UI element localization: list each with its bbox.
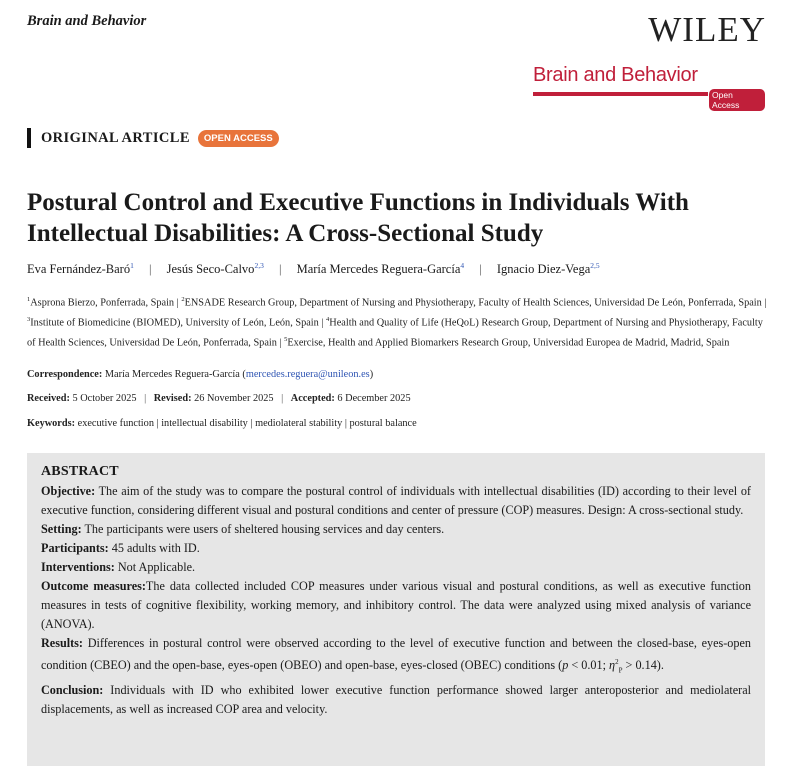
affiliations: $^1$Asprona Bierzo, Ponferrada, Spain | $^2$ENSADE Research Group, Department of Nursing and Physiotherapy, Faculty of Health Sciences, Universidad De León, Ponferrada, Spain | $^3$Institute of Biomedicine (BIOMED), University of León, León, Spain | $^4$Health and Quality of Life (HeQoL) Research Group, Department of Nursing and Physiotherapy, Faculty of Health Sciences, Universidad De León, Ponferrada, Spain | $^5$Exercise, Health and Applied Biomarkers Research Group, Universidad Europea de Madrid, Madrid, Spain (27, 296, 767, 349)
article-type (27, 128, 279, 148)
abstract-conclusion (41, 681, 751, 719)
article-type-label: ORIGINAL ARTICLE (41, 129, 190, 146)
setting-label: Setting: (41, 522, 82, 536)
open-access-badge: OPEN ACCESS (198, 130, 279, 147)
accepted-date: 6 December 2025 (337, 393, 411, 404)
journal-logo[interactable] (533, 64, 765, 110)
affiliation-text: Institute of Biomedicine (BIOMED), University of León, León, Spain (30, 317, 319, 329)
author-list (27, 261, 600, 277)
results-eta-subscript: P (618, 666, 623, 675)
results-eta-value: > 0.14). (622, 658, 664, 673)
revised-label: Revised: (153, 393, 192, 404)
revised-date: 26 November 2025 (194, 393, 274, 404)
keyword[interactable]: mediolateral stability (255, 418, 343, 429)
abstract-results (41, 634, 751, 681)
author-affiliation-ref[interactable]: 2,3 (254, 261, 264, 270)
results-eta-symbol: η (609, 658, 616, 673)
affiliation-number: 2 (181, 296, 185, 303)
abstract-setting (41, 520, 751, 539)
conclusion-label: Conclusion: (41, 682, 104, 697)
abstract-interventions (41, 558, 751, 577)
publisher-logo[interactable]: WILEY (648, 10, 766, 49)
keyword[interactable]: intellectual disability (161, 418, 248, 429)
author-separator: | (479, 262, 482, 277)
objective-text: The aim of the study was to compare the postural control of individuals with intellectual disabilities (ID) according to their level of executive function, considering different visual and postural conditions and center of pressure (COP) measures. Design: A cross-sectional study. (41, 484, 751, 517)
abstract-outcome (41, 577, 751, 634)
abstract-box (27, 453, 765, 766)
article-title: Postural Control and Executive Functions in Individuals With Intellectual Disabilities: A Cross-Sectional Study (27, 189, 689, 247)
author-affiliation-ref[interactable]: 1 (130, 261, 134, 270)
affiliation-number: 5 (284, 335, 288, 343)
correspondence-email-link[interactable]: mercedes.reguera@unileon.es (245, 369, 370, 380)
author-affiliation-ref[interactable]: 2,5 (590, 261, 600, 270)
date-separator: | (144, 393, 147, 404)
author-name[interactable]: María Mercedes Reguera-García (296, 262, 461, 277)
author-affiliation-ref[interactable]: 4 (460, 261, 465, 270)
results-p-value: < 0.01; (568, 658, 610, 673)
author-name[interactable]: Ignacio Diez-Vega (496, 262, 591, 277)
results-label: Results: (41, 636, 83, 650)
outcome-text: The data collected included COP measures under various visual and postural conditions, as well as executive function measures in tests of cognitive flexibility, working memory, and inhibitory control. The data were analyzed using mixed analysis of variance (ANOVA). (41, 579, 751, 631)
abstract-objective (41, 482, 751, 520)
conclusion-text: Individuals with ID who exhibited lower executive function performance showed larger anteroposterior and mediolateral displacements, as well as increased COP area and velocity. (41, 682, 752, 716)
outcome-label: Outcome measures: (41, 579, 146, 593)
journal-logo-open-access-badge: Open Access (709, 89, 765, 111)
results-p-symbol: p (562, 658, 569, 673)
keywords-label: Keywords: (27, 418, 76, 429)
affiliation-number: 1 (27, 296, 31, 303)
journal-running-title: Brain and Behavior (27, 13, 147, 29)
author-name[interactable]: Eva Fernández-Baró (27, 262, 131, 277)
abstract-participants (41, 539, 751, 558)
affiliation-number: 4 (326, 315, 330, 323)
received-date: 5 October 2025 (72, 393, 137, 404)
author-separator: | (278, 262, 282, 277)
article-dates (27, 393, 411, 404)
affiliation-text: Exercise, Health and Applied Biomarkers Research Group, Universidad Europea de Madrid, Madrid, Spain (287, 337, 730, 349)
journal-logo-name: Brain and Behavior (533, 64, 698, 86)
keyword[interactable]: postural balance (349, 418, 417, 429)
correspondence-label: Correspondence: (27, 369, 103, 380)
author-name[interactable]: Jesús Seco-Calvo (166, 262, 255, 277)
participants-text: 45 adults with ID. (111, 541, 200, 555)
participants-label: Participants: (41, 541, 109, 555)
interventions-text: Not Applicable. (117, 560, 196, 574)
results-eta-superscript: 2 (615, 658, 619, 666)
correspondence-name: María Mercedes Reguera-García (104, 369, 240, 380)
keywords: Keywords: executive function | intellectual disability | mediolateral stability | postural balance (27, 418, 417, 429)
affiliation-number: 3 (27, 315, 31, 323)
results-text: Differences in postural control were observed according to the level of executive function and between the closed-base, eyes-open condition (CBEO) and the open-base, eyes-open (OBEO) and open-base, eyes-closed (OBEC) conditions ( (41, 636, 751, 673)
correspondence: Correspondence: María Mercedes Reguera-García (mercedes.reguera@unileon.es) (27, 369, 374, 380)
keyword[interactable]: executive function (77, 418, 154, 429)
affiliation-text: Asprona Bierzo, Ponferrada, Spain (30, 297, 175, 309)
abstract-heading: ABSTRACT (41, 464, 119, 479)
author-separator: | (148, 262, 152, 277)
objective-label: Objective: (41, 484, 96, 498)
affiliation-text: Health and Quality of Life (HeQoL) Research Group, Department of Nursing and Physiotherapy, Faculty of Health Sciences, Universidad De León, Ponferrada, Spain (27, 317, 763, 349)
received-label: Received: (27, 393, 70, 404)
date-separator: | (281, 393, 284, 404)
interventions-label: Interventions: (41, 560, 115, 574)
accepted-label: Accepted: (290, 393, 335, 404)
journal-logo-bar (533, 92, 708, 96)
setting-text: The participants were users of sheltered housing services and day centers. (84, 522, 445, 536)
affiliation-text: ENSADE Research Group, Department of Nursing and Physiotherapy, Faculty of Health Sciences, Universidad De León, Ponferrada, Spain (184, 297, 762, 309)
